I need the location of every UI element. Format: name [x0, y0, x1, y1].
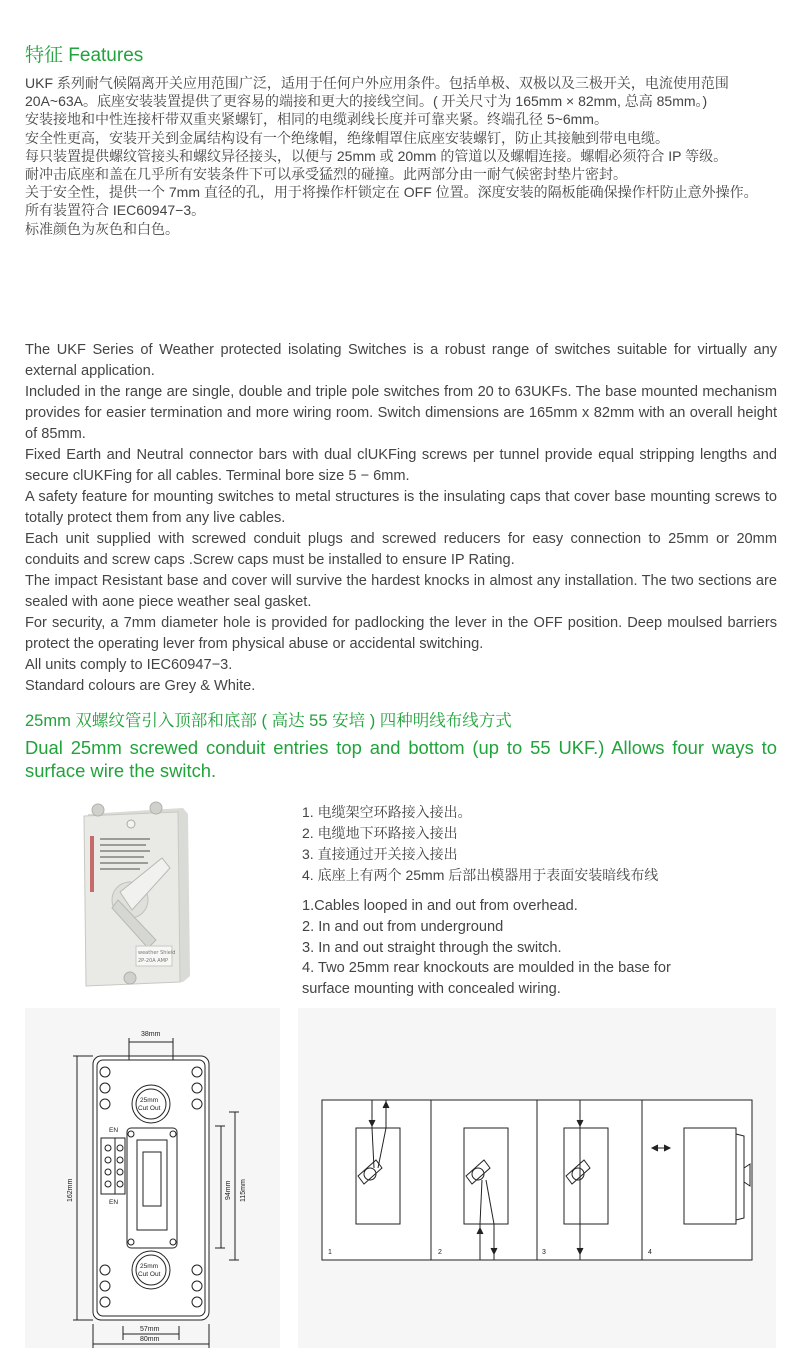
dim-total-height: 162mm: [67, 1178, 74, 1202]
features-cn-text: [25, 74, 777, 238]
wiring-label-3: 3: [542, 1249, 546, 1256]
en-paragraph: Fixed Earth and Neutral connector bars with dual clUKFing screws per tunnel provide equal stripping lengths and secure clUKFing for all cables. Terminal bore size 5 − 6mm.: [25, 447, 777, 484]
isolator-switch-illustration: [18, 796, 280, 996]
product-photo: [18, 796, 280, 996]
wiring-methods-panel: [298, 1008, 776, 1348]
cn-paragraph: UKF 系列耐气候隔离开关应用范围广泛，适用于任何户外应用条件。包括单极、双极以及三极开关，电流使用范围 20A~63A。底座安装装置提供了更容易的端接和更大的接线空间。( 开关尺寸为 165mm × 82mm, 总高 85mm。): [25, 75, 729, 110]
knockout-top-label-1: 25mm: [140, 1097, 159, 1104]
wiring-label-1: 1: [328, 1249, 332, 1256]
list-item: 2. 电缆地下环路接入接出: [302, 825, 458, 841]
list-item: 2. In and out from underground: [302, 918, 504, 935]
en-paragraph: The impact Resistant base and cover will survive the hardest knocks in almost any installation. The two sections are sealed with aone piece weather seal gasket.: [25, 573, 777, 610]
cn-paragraph: 安装接地和中性连接杆带双重夹紧螺钉，相同的电缆剥线长度并可靠夹紧。终端孔径 5~6mm。: [25, 111, 608, 128]
dim-top-width: 38mm: [141, 1031, 161, 1038]
list-item: 4. 底座上有两个 25mm 后部出模器用于表面安装暗线布线: [302, 867, 659, 883]
dim-total-width: 80mm: [140, 1336, 160, 1343]
list-item: 4. Two 25mm rear knockouts are moulded in the base for: [302, 960, 671, 977]
dim-mid-height: 115mm: [240, 1179, 247, 1202]
en-label-bottom: EN: [109, 1199, 119, 1206]
list-item: surface mounting with concealed wiring.: [302, 981, 561, 998]
cn-paragraph: 耐冲击底座和盖在几乎所有安装条件下可以承受猛烈的碰撞。此两部分由一耐气候密封垫片密封。: [25, 166, 627, 183]
conduit-heading-en: Dual 25mm screwed conduit entries top and bottom (up to 55 UKF.) Allows four ways to surface wire the switch.: [25, 737, 777, 781]
en-paragraph: For security, a 7mm diameter hole is provided for padlocking the lever in the OFF position. Deep moulsed barriers protect the operating lever from physical abuse or accidental switching.: [25, 615, 777, 652]
list-item: 3. 直接通过开关接入接出: [302, 846, 458, 862]
wiring-methods-diagram: [298, 1008, 776, 1348]
dimension-drawing-panel: [25, 1008, 280, 1348]
cn-paragraph: 标准颜色为灰色和白色。: [25, 220, 179, 237]
en-label-top: EN: [109, 1127, 119, 1134]
wiring-list-en: [302, 896, 752, 1000]
knockout-bottom-label-2: Cut Out: [138, 1271, 161, 1278]
cn-paragraph: 关于安全性，提供一个 7mm 直径的孔，用于将操作杆锁定在 OFF 位置。深度安装的隔板能确保操作杆防止意外操作。: [25, 184, 758, 201]
en-paragraph: All units comply to IEC60947−3.: [25, 657, 233, 673]
cn-paragraph: 每只装置提供螺纹管接头和螺纹异径接头，以便与 25mm 或 20mm 的管道以及螺帽连接。螺帽必须符合 IP 等级。: [25, 147, 728, 164]
cn-paragraph: 安全性更高，安装开关到金属结构设有一个绝缘帽，绝缘帽罩住底座安装螺钉，防止其接触到带电电缆。: [25, 129, 669, 146]
wiring-list-cn: [302, 802, 658, 886]
dimension-drawing: [25, 1008, 280, 1348]
dim-inner-width: 57mm: [140, 1326, 160, 1333]
photo-label-1: weather Shield: [138, 950, 176, 956]
list-item: 1. 电缆架空环路接入接出。: [302, 804, 472, 820]
knockout-bottom-label-1: 25mm: [140, 1263, 159, 1270]
en-paragraph: The UKF Series of Weather protected isolating Switches is a robust range of switches suitable for virtually any external application.: [25, 342, 777, 379]
features-en-text: [25, 340, 777, 697]
en-paragraph: Each unit supplied with screwed conduit plugs and screwed reducers for easy connection to 25mm or 20mm conduits and screw caps .Screw caps must be installed to ensure IP Rating.: [25, 531, 777, 568]
photo-label-2: 2P-20A AMP: [138, 958, 169, 964]
features-title: 特征 Features: [25, 45, 144, 66]
en-paragraph: Standard colours are Grey & White.: [25, 678, 256, 694]
list-item: 3. In and out straight through the switch.: [302, 939, 562, 956]
wiring-label-4: 4: [648, 1249, 652, 1256]
en-paragraph: Included in the range are single, double and triple pole switches from 20 to 63UKFs. The base mounted mechanism provides for easier termination and more wiring room. Switch dimensions are 165mm x 82mm with an overall height of 85mm.: [25, 384, 777, 442]
wiring-label-2: 2: [438, 1249, 442, 1256]
en-paragraph: A safety feature for mounting switches to metal structures is the insulating caps that cover base mounting screws to totally protect them from any live cables.: [25, 489, 777, 526]
dim-inner-height: 94mm: [225, 1180, 232, 1200]
knockout-top-label-2: Cut Out: [138, 1105, 161, 1112]
cn-paragraph: 所有装置符合 IEC60947−3。: [25, 202, 206, 219]
list-item: 1.Cables looped in and out from overhead.: [302, 898, 578, 914]
conduit-heading-cn: 25mm 双螺纹管引入顶部和底部 ( 高达 55 安培 ) 四种明线布线方式: [25, 712, 512, 730]
